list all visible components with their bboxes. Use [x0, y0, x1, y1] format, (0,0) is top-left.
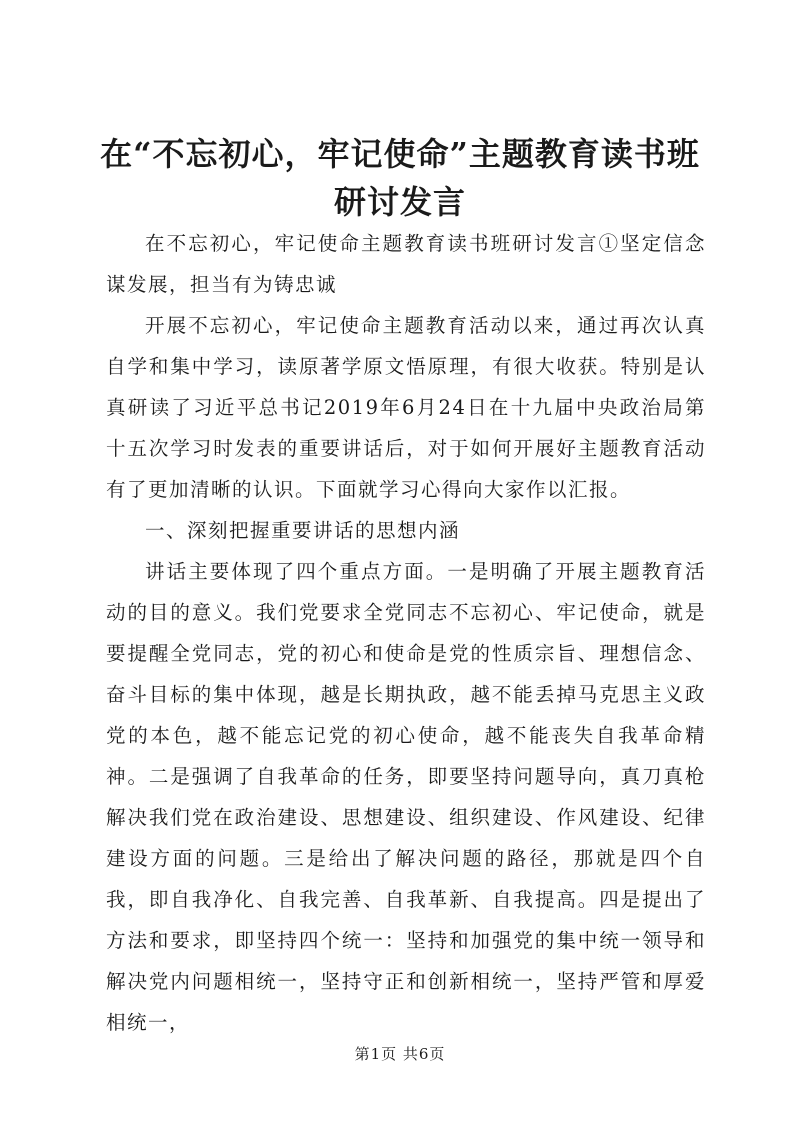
- page-number-footer: 第1页 共6页: [354, 1045, 446, 1063]
- paragraph-overview: 开展不忘初心，牢记使命主题教育活动以来，通过再次认真自学和集中学习，读原著学原文悟原理，有很大收获。特别是认真研读了习近平总书记2019年6月24日在十九届中央政治局第十五次学习时发表的重要讲话后，对于如何开展好主题教育活动有了更加清晰的认识。下面就学习心得向大家作以汇报。: [106, 314, 706, 501]
- document-title: 在“不忘初心，牢记使命”主题教育读书班研讨发言: [100, 135, 700, 221]
- document-body: [106, 223, 706, 1043]
- section-heading: 一、深刻把握重要讲话的思想内涵: [145, 519, 461, 542]
- paragraph-speech-content: 讲话主要体现了四个重点方面。一是明确了开展主题教育活动的目的意义。我们党要求全党同志不忘初心、牢记使命，就是要提醒全党同志，党的初心和使命是党的性质宗旨、理想信念、奋斗目标的集中体现，越是长期执政，越不能丢掉马克思主义政党的本色，越不能忘记党的初心使命，越不能丧失自我革命精神。二是强调了自我革命的任务，即要坚持问题导向，真刀真枪解决我们党在政治建设、思想建设、组织建设、作风建设、纪律建设方面的问题。三是给出了解决问题的路径，那就是四个自我，即自我净化、自我完善、自我革新、自我提高。四是提出了方法和要求，即坚持四个统一：坚持和加强党的集中统一领导和解决党内问题相统一，坚持守正和创新相统一，坚持严管和厚爱相统一，: [106, 560, 706, 1034]
- paragraph-intro: 在不忘初心，牢记使命主题教育读书班研讨发言①坚定信念谋发展，担当有为铸忠诚: [106, 232, 706, 296]
